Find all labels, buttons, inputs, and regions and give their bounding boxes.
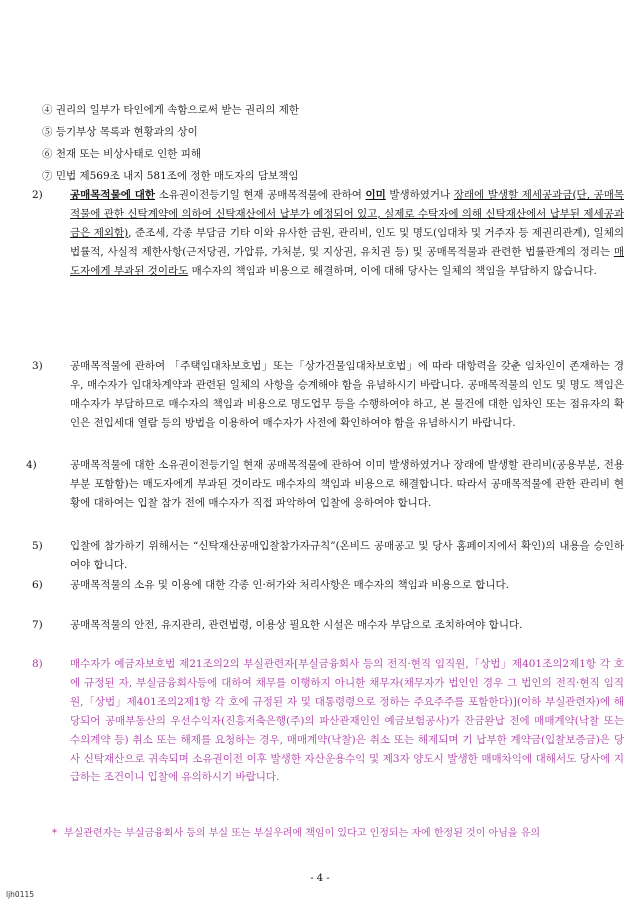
item-text-span: , 준조세, 각종 부담금 기타 이와 유사한 금원, 관리비, 인도 및 명도(임대차 및 거주자 등 제권리관계), 일체의 법률적, 사실적 제한사항(근저당권, 가압류, 가처분, 및 지상권, 유치권 등) 및 공매목적물과 관련한 법률관계의 정리는 [70, 226, 624, 258]
page-number: - 4 - [310, 873, 330, 884]
item-text-span: 공매목적물에 대한 [70, 189, 156, 201]
item-text: 공매목적물에 대한 소유권이전등기일 현재 공매목적물에 관하여 이미 발생하였거나 장래에 발생할 관리비(공용부분, 전용부분 포함함)는 매도자에게 부과된 것이라도 매수자의 책임과 비용으로 해결합니다. 따라서 공매목적물에 관한 관리비 현황에 대하여는 입찰 참가 전에 매수자가 직접 파악하여 입찰에 응하여야 합니다. [70, 459, 624, 509]
item-text-span: 소유권이전등기일 현재 공매목적물에 관하여 [155, 189, 366, 201]
list-item-5 [20, 537, 624, 575]
circled-item-5: ⑤ 등기부상 목록과 현황과의 상이 [42, 126, 198, 138]
item-text-span: 발생하였거나 [385, 189, 454, 201]
footnote-mark: * [52, 828, 57, 839]
list-item-3 [20, 357, 624, 433]
item-text-span: 매수자의 책임과 비용으로 해결하며, 이에 대해 당사는 일체의 책임을 부담하지 않습니다. [188, 264, 597, 277]
item-text-span: (단, 공매목적물에 관한 신탁계약에 의하여 신탁재산에서 납부가 예정되어 있고, 실제로 수탁자에 의해 신탁재산에서 납부된 제세공과금은 제외함) [70, 189, 625, 239]
item-text: 입찰에 참가하기 위해서는 “신탁재산공매입찰참가자규칙”(온비드 공매공고 및 당사 홈페이지에서 확인)의 내용을 승인하여야 합니다. [70, 540, 624, 571]
item-text: 공매목적물의 안전, 유지관리, 관련법령, 이용상 필요한 시설은 매수자 부담으로 조치하여야 합니다. [70, 619, 523, 631]
item-text-span: 장래에 발생할 제세공과금 [453, 189, 573, 201]
list-item-8 [20, 655, 624, 787]
item-text: 공매목적물에 관하여 「주택임대차보호법」또는「상가건물임대차보호법」에 따라 대항력을 갖춘 임차인이 존재하는 경우, 매수자가 임대차계약과 관련된 일체의 사항을 승계해야 함을 유념하시기 바랍니다. 공매목적물의 인도 및 명도 책임은 매수자가 부담하므로 매수자의 책임과 비용으로 명도업무 등을 수행하여야 하고, 본 물건에 대한 임차인 또는 점유자의 확인은 전입세대 열람 등의 방법을 이용하여 매수자가 사전에 확인하여야 함을 유념하시기 바랍니다. [70, 360, 624, 429]
item-number: 3) [32, 360, 43, 372]
item-text-span: 매도자에게 부과된 것이라도 [70, 245, 624, 277]
footer-id: ljh0115 [6, 890, 35, 899]
item-text [70, 186, 624, 281]
footnote-text: 부실관련자는 부실금융회사 등의 부실 또는 부실우려에 책임이 있다고 인정되는 자에 한정된 것이 아님을 유의 [64, 828, 541, 839]
item-number: 6) [32, 579, 43, 591]
item-text: 공매목적물의 소유 및 이용에 대한 각종 인·허가와 처리사항은 매수자의 책임과 비용으로 합니다. [70, 579, 509, 591]
list-item-7 [20, 616, 624, 635]
item-number: 4) [26, 459, 37, 471]
list-item-4 [20, 456, 624, 513]
item-number: 8) [32, 658, 43, 670]
item-number: 5) [32, 540, 43, 552]
circled-item-7: ⑦ 민법 제569조 내지 581조에 정한 매도자의 담보책임 [42, 170, 299, 182]
item-number: 2) [32, 189, 43, 201]
item-number: 7) [32, 619, 43, 631]
footnote [44, 826, 624, 843]
item-text: 매수자가 예금자보호법 제21조의2의 부실관련자[부실금융회사 등의 전직·현직 임직원,「상법」제401조의2제1항 각 호에 규정된 자, 부실금융회사등에 대하여 채무를 이행하지 아니한 채무자(채무자가 법인인 경우 그 법인의 전직·현직 임직원,「상법」제401조의2제1항 각 호에 규정된 자 및 대통령령으로 정하는 주요주주를 포함한다)](이하 부실관련자)에 해당되어 공매부동산의 우선수익자(진흥저축은행(주)의 파산관재인인 예금보험공사)가 잔금완납 전에 매매계약(낙찰 또는 수의계약 등) 취소 또는 해제를 요청하는 경우, 매매계약(낙찰)은 취소 또는 해제되며 기 납부한 계약금(입찰보증금)은 당사 신탁재산으로 귀속되며 소유권이전 이후 발생한 자산운용수익 및 제3자 양도시 발생한 매매차익에 대해서도 당사에 지급하는 조건이니 입찰에 유의하시기 바랍니다. [70, 658, 624, 784]
list-item-2 [20, 186, 624, 281]
circled-item-6: ⑥ 천재 또는 비상사태로 인한 피해 [42, 148, 202, 160]
circled-item-4: ④ 권리의 일부가 타인에게 속함으로써 받는 권리의 제한 [42, 104, 300, 116]
item-text-span: 이미 [365, 189, 386, 201]
list-item-6 [20, 576, 624, 595]
